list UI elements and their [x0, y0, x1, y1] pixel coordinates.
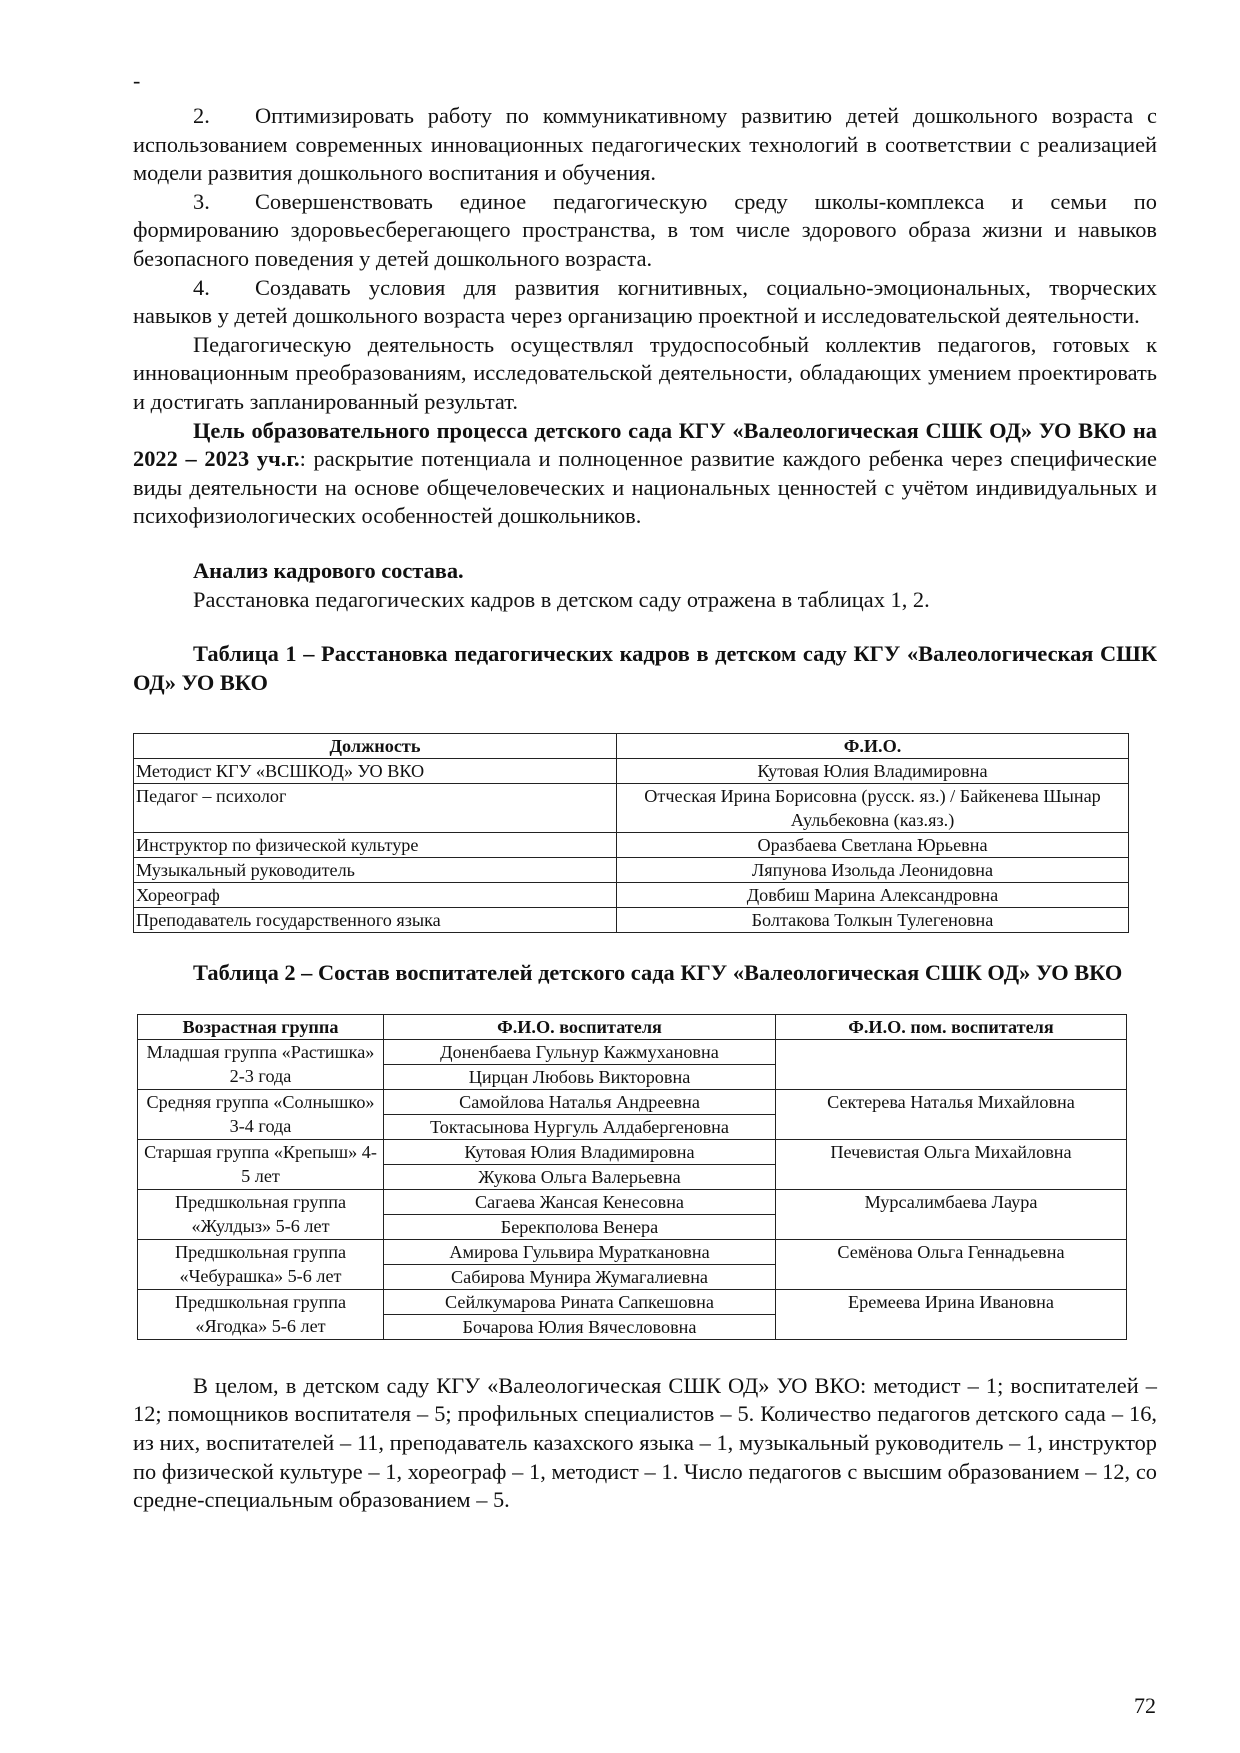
- name-cell: Довбиш Марина Александровна: [617, 883, 1129, 908]
- task-item-text: Создавать условия для развития когнитивных, социально-эмоциональных, творческих навыков у детей дошкольного возраста через организацию проектной и исследовательской деятельности.: [133, 274, 1157, 329]
- document-body: [133, 102, 1157, 1515]
- teacher-cell: Токтасынова Нургуль Алдабергеновна: [384, 1114, 776, 1139]
- column-header: Ф.И.О. воспитателя: [384, 1014, 776, 1039]
- table-row: [134, 784, 1129, 833]
- teacher-cell: Самойлова Наталья Андреевна: [384, 1089, 776, 1114]
- teacher-cell: Сагаева Жансая Кенесовна: [384, 1189, 776, 1214]
- column-header: Должность: [134, 734, 617, 759]
- position-cell: Преподаватель государственного языка: [134, 908, 617, 933]
- table-row: [138, 1189, 1127, 1214]
- table-row: [138, 1289, 1127, 1314]
- name-cell: Болтакова Толкын Тулегеновна: [617, 908, 1129, 933]
- name-cell: Оразбаева Светлана Юрьевна: [617, 833, 1129, 858]
- name-cell: Ляпунова Изольда Леонидовна: [617, 858, 1129, 883]
- summary-paragraph: В целом, в детском саду КГУ «Валеологическая СШК ОД» УО ВКО: методист – 1; воспитателей – 12; помощников воспитателя – 5; профильных специалистов – 5. Количество педагогов детского сада – 16, из них, воспитателей – 11, преподаватель казахского языка – 1, музыкальный руководитель – 1, инструктор по физической культуре – 1, хореограф – 1, методист – 1. Число педагогов с высшим образованием – 12, со средне-специальным образованием – 5.: [133, 1372, 1157, 1513]
- name-cell: Отческая Ирина Борисовна (русск. яз.) / Байкенева Шынар Аульбековна (каз.яз.): [617, 784, 1129, 833]
- task-item-text: Оптимизировать работу по коммуникативному развитию детей дошкольного возраста с использованием современных инновационных педагогических технологий в соответствии с реализацией модели развития дошкольного воспитания и обучения.: [133, 103, 1157, 186]
- task-item-number: 2.: [193, 103, 210, 128]
- table-row: [134, 759, 1129, 784]
- group-cell: Предшкольная группа «Ягодка» 5-6 лет: [138, 1289, 384, 1339]
- assistant-cell: Еремеева Ирина Ивановна: [776, 1289, 1127, 1339]
- task-item-number: 3.: [193, 188, 210, 214]
- table-header-row: [138, 1014, 1127, 1039]
- group-cell: Предшкольная группа «Жулдыз» 5-6 лет: [138, 1189, 384, 1239]
- group-cell: Предшкольная группа «Чебурашка» 5-6 лет: [138, 1239, 384, 1289]
- page-number: 72: [1134, 1693, 1156, 1718]
- task-item-2: [133, 102, 1157, 188]
- group-cell: Старшая группа «Крепыш» 4-5 лет: [138, 1139, 384, 1189]
- table-header-row: [134, 734, 1129, 759]
- section-heading: Анализ кадрового состава.: [193, 557, 464, 583]
- goal-text: : раскрытие потенциала и полноценное развитие каждого ребенка через специфические виды деятельности на основе общечеловеческих и национальных ценностей с учётом индивидуальных и психофизиологических особенностей дошкольников.: [133, 446, 1157, 529]
- goal-paragraph: [133, 417, 1157, 531]
- assistant-cell: [776, 1039, 1127, 1089]
- table1-caption: Таблица 1 – Расстановка педагогических кадров в детском саду КГУ «Валеологическая СШК ОД» УО ВКО: [133, 641, 1157, 695]
- teacher-cell: Жукова Ольга Валерьевна: [384, 1164, 776, 1189]
- table-row: [138, 1139, 1127, 1164]
- task-item-3: [133, 188, 1157, 274]
- assistant-cell: Печевистая Ольга Михайловна: [776, 1139, 1127, 1189]
- assistant-cell: Семёнова Ольга Геннадьевна: [776, 1239, 1127, 1289]
- table-row: [138, 1039, 1127, 1064]
- group-cell: Младшая группа «Растишка» 2-3 года: [138, 1039, 384, 1089]
- teacher-cell: Сейлкумарова Рината Сапкешовна: [384, 1289, 776, 1314]
- teacher-cell: Амирова Гульвира Мураткановна: [384, 1239, 776, 1264]
- name-cell: Кутовая Юлия Владимировна: [617, 759, 1129, 784]
- position-cell: Методист КГУ «ВСШКОД» УО ВКО: [134, 759, 617, 784]
- teacher-cell: Берекполова Венера: [384, 1214, 776, 1239]
- position-cell: Инструктор по физической культуре: [134, 833, 617, 858]
- assistant-cell: Сектерева Наталья Михайловна: [776, 1089, 1127, 1139]
- table2-caption: Таблица 2 – Состав воспитателей детского сада КГУ «Валеологическая СШК ОД» УО ВКО: [193, 960, 1123, 986]
- staff-paragraph: Педагогическую деятельность осуществлял трудоспособный коллектив педагогов, готовых к инновационным преобразованиям, исследовательской деятельности, обладающих умением проектировать и достигать запланированный результат.: [133, 331, 1157, 414]
- column-header: Ф.И.О.: [617, 734, 1129, 759]
- group-cell: Средняя группа «Солнышко» 3-4 года: [138, 1089, 384, 1139]
- teachers-table: [137, 1014, 1127, 1340]
- teacher-cell: Доненбаева Гульнур Кажмухановна: [384, 1039, 776, 1064]
- position-cell: Педагог – психолог: [134, 784, 617, 833]
- table-row: [134, 858, 1129, 883]
- task-item-number: 4.: [193, 274, 210, 300]
- stray-dash: -: [133, 68, 141, 93]
- position-cell: Музыкальный руководитель: [134, 858, 617, 883]
- goal-heading: Цель образовательного процесса детского сада КГУ «Валеологическая СШК ОД» УО ВКО на 2022 – 2023 уч.г.: [133, 417, 1157, 472]
- staff-table: [133, 733, 1129, 933]
- table-row: [134, 883, 1129, 908]
- teacher-cell: Сабирова Мунира Жумагалиевна: [384, 1264, 776, 1289]
- teacher-cell: Бочарова Юлия Вячеслововна: [384, 1314, 776, 1339]
- column-header: Ф.И.О. пом. воспитателя: [776, 1014, 1127, 1039]
- table-row: [138, 1239, 1127, 1264]
- table-row: [134, 833, 1129, 858]
- position-cell: Хореограф: [134, 883, 617, 908]
- teacher-cell: Кутовая Юлия Владимировна: [384, 1139, 776, 1164]
- table-row: [138, 1089, 1127, 1114]
- teacher-cell: Цирцан Любовь Викторовна: [384, 1064, 776, 1089]
- assistant-cell: Мурсалимбаева Лаура: [776, 1189, 1127, 1239]
- table-row: [134, 908, 1129, 933]
- task-item-text: Совершенствовать единое педагогическую среду школы-комплекса и семьи по формированию здоровьесберегающего пространства, в том числе здорового образа жизни и навыков безопасного поведения у детей дошкольного возраста.: [133, 188, 1157, 271]
- task-item-4: [133, 274, 1157, 331]
- section-intro: Расстановка педагогических кадров в детском саду отражена в таблицах 1, 2.: [193, 586, 930, 612]
- column-header: Возрастная группа: [138, 1014, 384, 1039]
